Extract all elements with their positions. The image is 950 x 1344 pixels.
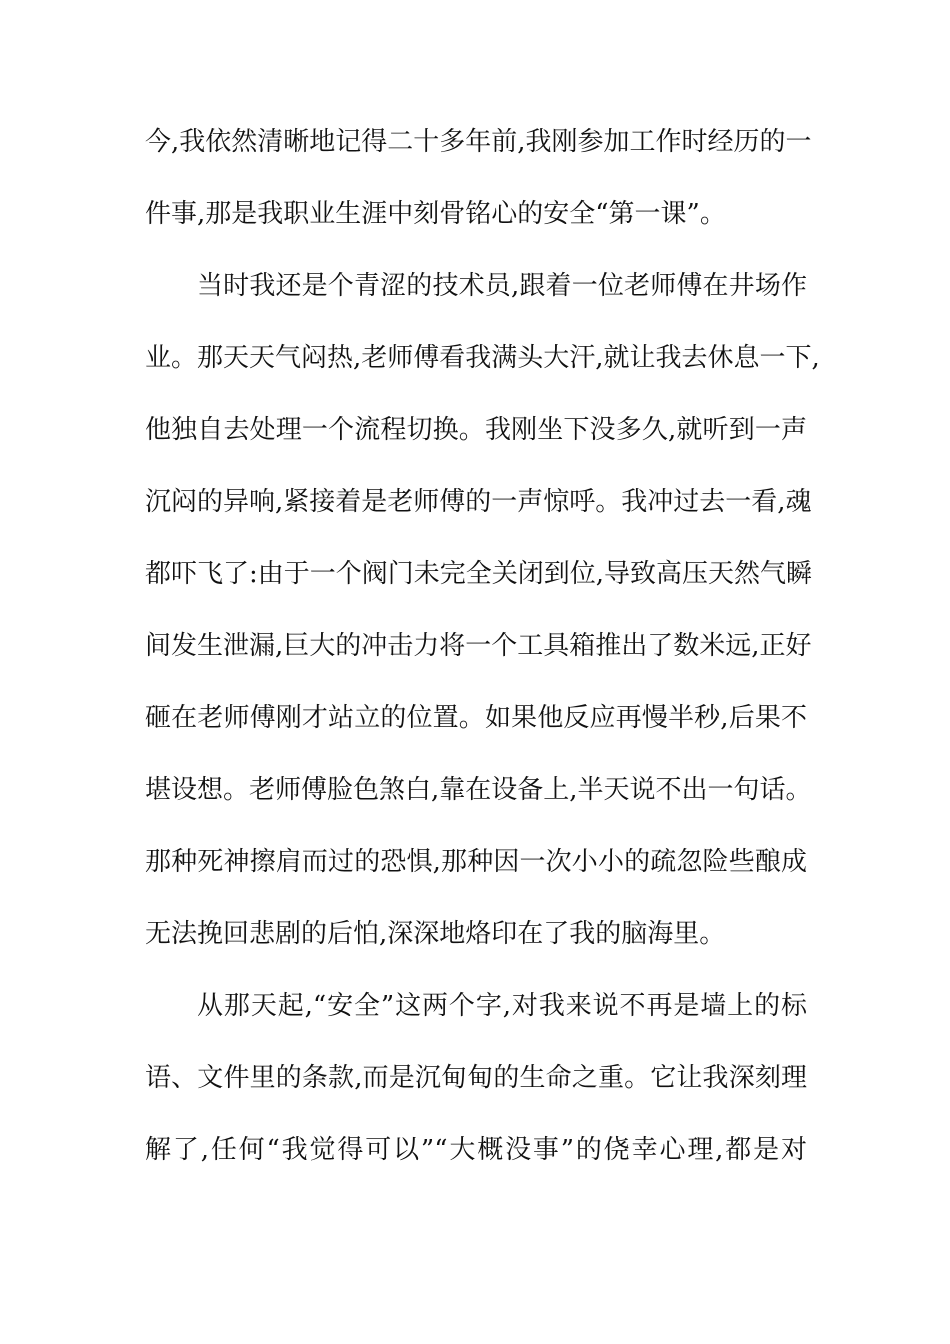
text-line: 今,我依然清晰地记得二十多年前,我刚参加工作时经历的一 <box>145 127 812 157</box>
text-line: 他独自去处理一个流程切换。我刚坐下没多久,就听到一声 <box>145 415 807 445</box>
text-line: 业。那天天气闷热,老师傅看我满头大汗,就让我去休息一下, <box>145 343 820 373</box>
text-line: 砸在老师傅刚才站立的位置。如果他反应再慢半秒,后果不 <box>145 703 807 733</box>
text-line: 件事,那是我职业生涯中刻骨铭心的安全“第一课”。 <box>145 199 726 229</box>
paragraph-3 <box>145 970 807 1186</box>
text-line: 沉闷的异响,紧接着是老师傅的一声惊呼。我冲过去一看,魂 <box>145 487 812 517</box>
text-line: 语、文件里的条款,而是沉甸甸的生命之重。它让我深刻理 <box>145 1063 807 1093</box>
text-line: 都吓飞了:由于一个阀门未完全关闭到位,导致高压天然气瞬 <box>145 559 813 589</box>
paragraph-1 <box>145 106 812 250</box>
text-line: 堪设想。老师傅脸色煞白,靠在设备上,半天说不出一句话。 <box>145 775 812 805</box>
document-body <box>145 106 820 1186</box>
text-line: 当时我还是个青涩的技术员,跟着一位老师傅在井场作 <box>197 271 807 301</box>
text-line: 解了,任何“我觉得可以”“大概没事”的侥幸心理,都是对 <box>145 1135 807 1165</box>
paragraph-2 <box>145 250 820 970</box>
text-line: 无法挽回悲剧的后怕,深深地烙印在了我的脑海里。 <box>145 919 726 949</box>
text-line: 间发生泄漏,巨大的冲击力将一个工具箱推出了数米远,正好 <box>145 631 812 661</box>
text-line: 从那天起,“安全”这两个字,对我来说不再是墙上的标 <box>197 991 807 1021</box>
text-line: 那种死神擦肩而过的恐惧,那种因一次小小的疏忽险些酿成 <box>145 847 807 877</box>
